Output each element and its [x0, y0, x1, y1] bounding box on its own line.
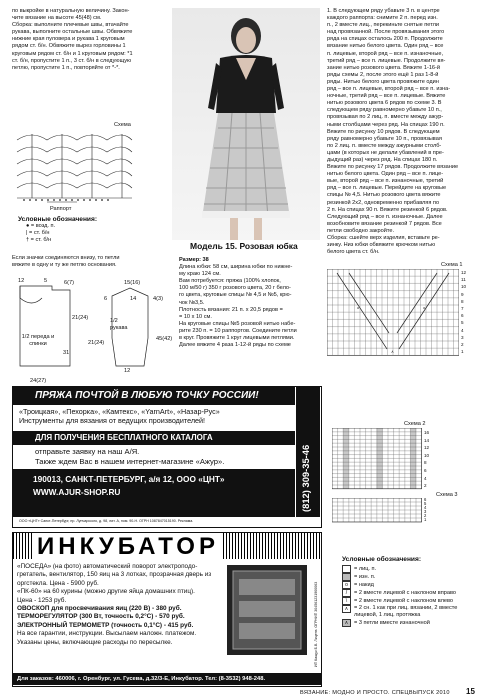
svg-text:∧: ∧	[391, 349, 394, 354]
ad-phone-bar	[296, 387, 320, 517]
pattern-label: 1/2 переда и спинки	[21, 334, 55, 348]
legend-item: | = ст. б/н	[26, 230, 50, 237]
pattern-number: 5	[44, 278, 48, 284]
legend-title: Условные обозначения:	[18, 216, 98, 223]
incubator-title-bar	[13, 533, 321, 559]
right-line: 2 п. На спицах 90 п. Вяжите резинкой 6 рядов.	[327, 206, 448, 213]
scheme2-rownums	[424, 429, 436, 490]
photo-caption: Модель 15. Розовая юбка	[190, 241, 298, 251]
ad-address: 190013, САНКТ-ПЕТЕРБУРГ, а/я 12, ООО «ЦНТ»	[33, 474, 225, 484]
pattern-number: 4(3)	[153, 296, 163, 302]
right-line: Сборка: сшейте верх изделия, вставьте ре-	[327, 235, 440, 241]
incubator-text	[17, 563, 225, 647]
legend-row	[342, 619, 492, 627]
pattern-number: 45(42)	[156, 336, 173, 342]
right-line: Вяжите по рисунку 10 рядов. В следующем	[327, 128, 440, 135]
k2tog-left-icon: \	[342, 597, 351, 605]
left-legend	[18, 216, 168, 244]
size-label: Размер: 38	[179, 257, 209, 263]
right-line: третий ряд – все п. лицевые. Продолжите вя-	[327, 57, 446, 64]
incubator-line: ЭЛЕКТРОННЫЙ ТЕРМОМЕТР (точность 0,1°С) - 415 руб.	[17, 621, 194, 629]
row-number: 12	[424, 445, 430, 451]
yarn-mail-ad	[12, 386, 322, 528]
page-number: 15	[466, 687, 475, 696]
row-number: 9	[461, 291, 464, 297]
row-number: 6	[424, 467, 427, 473]
pattern-number: 14	[130, 296, 137, 302]
center-text	[179, 257, 329, 349]
right-line: ряды схемы 2, после этого ещё 1 раз 1-8-й	[327, 71, 439, 78]
scheme2-grid	[332, 428, 422, 490]
legend-title: Условные обозначения:	[342, 556, 422, 563]
row-number: 16	[424, 430, 430, 435]
incubator-line: «ПОСЕДА» (на фото) автоматический поворот электроподо-	[17, 563, 198, 570]
right-line: по 2 лиц. п. вместе между ажурными столб-	[327, 142, 442, 149]
incubator-photo	[227, 565, 307, 655]
center-line: Далее вяжите 4 раза 1-12-й ряды по схеме	[179, 342, 291, 349]
model-photo	[172, 8, 320, 240]
intro-line: по выкройке в натуральную величину. Закон-	[12, 8, 130, 14]
purl-stitch-icon	[342, 573, 351, 581]
ad-fineprint: ООО «ЦНТ» Санкт-Петербург, пр. Лунчарского, д. 98, лит. А, пом. 90-Н. ОГРН 1087847015190. Реклама.	[19, 519, 194, 523]
ad-catalog-title: ДЛЯ ПОЛУЧЕНИЯ БЕСПЛАТНОГО КАТАЛОГА	[35, 433, 213, 442]
assembly-line: Сборка: выполните плечевые швы, втачайте	[12, 22, 129, 29]
right-line: зинку. Низ юбки обвяжите крючком нитью	[327, 242, 436, 249]
row-number: 1	[424, 517, 427, 522]
row-number: 11	[461, 277, 466, 283]
row-number: 6	[424, 497, 427, 502]
crochet-chart	[12, 130, 137, 208]
right-line: ными столбцами через ряд. На спицах 190 п.	[327, 121, 445, 128]
row-number: 12	[461, 270, 467, 275]
assembly-line: рядом ст. б/н. Обвяжите вырез горловины 1	[12, 43, 126, 50]
incubator-ad	[12, 532, 322, 687]
right-line: резинкой 2х2, одновременно прибавляя по	[327, 199, 440, 206]
rapport-label: Раппорт	[50, 206, 72, 212]
svg-text:o: o	[423, 305, 426, 310]
pattern-number: 12	[124, 368, 131, 374]
row-number: 14	[424, 437, 430, 443]
hint-line: Если значки соединяются внизу, то петли	[12, 255, 120, 261]
incubator-line: гретатель, вентилятор, 150 яиц на 3 лотках, прозрачная дверь из	[17, 571, 212, 579]
incubator-line: Цена - 1253 руб.	[17, 596, 67, 604]
pattern-number: 21(24)	[72, 315, 89, 321]
row-number: 2	[461, 342, 464, 348]
intro-line: чите вязание на высоте 45(48) см.	[12, 15, 102, 22]
scheme2-label: Схема 2	[404, 421, 426, 427]
scheme-label: Схема	[114, 122, 131, 128]
row-number: 8	[461, 298, 464, 304]
legend-row	[342, 605, 492, 619]
yarn-over-icon: o	[342, 581, 351, 589]
center-line: Плотность вязания: 21 п. х 20,5 рядов =	[179, 306, 283, 313]
right-line: провязывая по 2 лиц. п. вместе между ажур-	[327, 114, 444, 121]
legend-item: ● = возд. п.	[26, 223, 56, 230]
right-line: 1. В следующем ряду убавьте 3 п. в центре	[327, 8, 440, 14]
right-line: цами (в которых не делали убавлений в пре-	[327, 149, 444, 156]
right-line: над провязанной. После провязывания этого	[327, 29, 445, 36]
ad-catalog-line: Также ждем Вас в нашем интернет-магазине «Ажур».	[35, 457, 225, 466]
crochet-scheme	[12, 122, 167, 214]
legend-text: = 3 петли вместе изнаночной	[354, 620, 430, 626]
ad-phone: (812) 309-35-46	[300, 444, 311, 512]
incubator-line: На все гарантии, инструкции. Высылаем наложн. платежом.	[17, 630, 197, 638]
assembly-line: петлю, пропустите 1 п., повторяйте от *-*.	[12, 64, 120, 71]
right-line: зание нитью розового цвета. Вяжите 1-16-й	[327, 64, 441, 71]
center-line: Вам потребуется: пряжа (100% хлопок,	[179, 278, 281, 285]
row-number: 6	[461, 313, 464, 319]
incubator-order: Для заказов: 460006, г. Оренбург, ул. Гусева, д.32/3-Е, Инкубатор. Тел: (8-3532) 948-248.	[13, 673, 321, 685]
legend-text: = 2 сн. 1 как при лиц. вязании, 2 вместе лицевой, 1 лиц. протяжка	[354, 605, 458, 618]
legend-text: = накид	[354, 582, 374, 588]
ad-headline-bar	[13, 387, 295, 405]
pattern-number: 15(16)	[124, 280, 141, 286]
pattern-number: 6(7)	[64, 280, 74, 286]
incubator-title: ИНКУБАТОР	[33, 533, 223, 561]
legend-text: = 2 вместе лицевой с наклоном влево	[354, 598, 453, 604]
legend-row	[342, 581, 492, 589]
center-line: го цвета, круговые спицы № 4,5 и №5, крю-	[179, 292, 292, 299]
ad-website[interactable]: WWW.AJUR-SHOP.RU	[33, 487, 121, 497]
legend-item: † = ст. б/н	[26, 237, 52, 244]
right-line: петли свободно закройте.	[327, 227, 394, 234]
center-line: чок №3,5.	[179, 299, 205, 306]
legend-row	[342, 589, 492, 597]
double-decrease-icon: ∧	[342, 605, 351, 613]
center-line: в круг. Провяжите 1 круг лицевыми петлями.	[179, 335, 295, 342]
purl3tog-icon: ∧	[342, 619, 351, 627]
incubator-line: Указаны цены, включающие расходы по пересылке.	[17, 638, 173, 646]
assembly-line: рукава, выполните остальные швы. Обвяжите	[12, 29, 133, 36]
row-number: 10	[424, 452, 430, 458]
assembly-line: ст. б/н, пропустите 1 п., 3 ст. б/н в следующую	[12, 57, 132, 64]
hint-line: вяжите в одну и ту же петлю основания.	[12, 262, 117, 269]
incubator-line: «ПК-60» на 60 курины (можно другие яйца домашних птиц).	[17, 588, 195, 596]
right-line: нитью белого цвета. Один ряд – все п. лице-	[327, 171, 444, 178]
right-line: п. лицевые, второй ряд – все п. изнаночные,	[327, 50, 444, 57]
right-line: вые, второй ряд – все п. изнаночные, третий	[327, 178, 444, 185]
right-line: ночные, третий ряд – все п. лицевые. Вяжите	[327, 93, 446, 100]
row-number: 4	[424, 475, 427, 481]
right-legend	[342, 556, 492, 627]
center-line: 100 м/50 г) 350 г розового цвета, 20 г бело-	[179, 285, 291, 292]
left-hint	[12, 255, 167, 269]
center-line: му краю 124 см.	[179, 271, 221, 278]
legend-text: = лиц. п.	[354, 566, 377, 572]
row-number: 4	[461, 327, 464, 333]
ad-catalog-line: отправьте заявку на наш А/Я.	[35, 447, 140, 456]
right-line: каждого раппорта: снимите 2 п. перед изн.	[327, 15, 438, 22]
row-number: 1	[461, 349, 464, 355]
right-line: ряд – все п. лицевые. Перейдите на круговые	[327, 185, 447, 192]
right-line: нитью розового цвета 6 рядов по схеме 3. В	[327, 100, 442, 107]
scheme1-rownums	[461, 269, 473, 355]
row-number: 5	[424, 501, 427, 506]
right-line: Следующий ряд – все п. изнаночные. Далее	[327, 213, 443, 220]
legend-row	[342, 573, 492, 581]
right-line: белого цвета ст. б/н.	[327, 249, 380, 256]
center-line: = 10 х 10 см.	[179, 313, 212, 320]
row-number: 7	[461, 306, 464, 312]
footer-text: ВЯЗАНИЕ: МОДНО И ПРОСТО. СПЕЦВЫПУСК 2010	[300, 690, 450, 696]
row-number: 2	[424, 513, 427, 518]
pattern-number: 24(27)	[30, 378, 47, 384]
svg-text:o: o	[357, 305, 360, 310]
ad-brands-block	[19, 407, 295, 425]
right-line: спицы № 4,5. Нитью розового цвета вяжите	[327, 192, 441, 199]
ad-sub: Инструменты для вязания от ведущих производителей!	[19, 416, 206, 425]
pattern-number: 12	[18, 278, 25, 284]
row-number: 5	[461, 320, 464, 326]
right-line: возобновите вязание резинкой 7 рядов. Все	[327, 220, 442, 227]
ad-catalog-bar	[13, 431, 295, 445]
right-line: следующем ряду равномерно убавьте 10 п.,	[327, 107, 442, 114]
pattern-number: 21(24)	[88, 340, 105, 346]
legend-row	[342, 597, 492, 605]
legend-text: = изн. п.	[354, 574, 376, 580]
center-line: рите 230 п. = 10 раппортов. Соедините петли	[179, 327, 297, 334]
scheme1-grid	[327, 269, 459, 357]
right-text	[327, 8, 489, 256]
right-line: Вяжите по рисунку 17 рядов. Продолжите вязание	[327, 164, 459, 171]
pattern-number: 6	[104, 296, 108, 302]
assembly-line: нижние края пуловера и рукава 1 круговым	[12, 36, 125, 43]
right-line: ряду равномерно убавьте 10 п., провязывая	[327, 135, 442, 142]
knit-stitch-icon	[342, 565, 351, 573]
scheme3-grid	[332, 498, 422, 524]
pattern-label: 1/2 рукава	[110, 318, 128, 332]
ad-catalog-text	[35, 447, 295, 467]
row-number: 10	[461, 284, 467, 290]
right-line: ряды. Нитью белого цвета провяжите один	[327, 78, 439, 85]
scheme3-rownums	[424, 498, 436, 522]
right-line: ряда на спицах осталось 200 п. Продолжите	[327, 36, 443, 43]
row-number: 4	[424, 505, 427, 510]
row-number: 8	[424, 460, 427, 466]
ad-brands: «Троицкая», «Пехорка», «Камтекс», «YarnArt», «Назар-Рус»	[19, 407, 220, 416]
assembly-line: круговым рядом ст. б/н и 1 круговым рядом: *1	[12, 50, 133, 57]
row-number: 3	[424, 509, 427, 514]
pattern-number: 31	[63, 350, 70, 356]
right-line: дыдущий раз) через ряд. На спицах 180 п.	[327, 156, 438, 163]
center-line: На круговые спицы №5 розовой нитью набе-	[179, 320, 296, 327]
right-line: п., 2 вместе лиц., перекиньте снятые петли	[327, 22, 440, 29]
row-number: 3	[461, 334, 464, 340]
incubator-side-text: ИП Кащук Б.В. Лиценз. ОГРНИП 304561231900063	[314, 581, 318, 667]
legend-text: = 2 вместе лицевой с наклоном вправо	[354, 590, 456, 596]
right-line: вязание нитью белого цвета. Один ряд – все	[327, 43, 444, 50]
sewing-pattern	[12, 278, 172, 376]
ad-headline: ПРЯЖА ПОЧТОЙ В ЛЮБУЮ ТОЧКУ РОССИИ!	[35, 390, 259, 401]
incubator-line: оргстекла. Цена - 5900 руб.	[17, 579, 99, 587]
right-line: ряд – все п. лицевые, второй ряд – все п. изна-	[327, 86, 451, 93]
incubator-line: ТЕРМОРЕГУЛЯТОР (300 Вт, точность 0,2°С) - 570 руб.	[17, 613, 185, 621]
k2tog-right-icon: /	[342, 589, 351, 597]
ad-address-bar	[13, 469, 295, 517]
left-intro	[12, 8, 164, 72]
scheme3-label: Схема 3	[436, 492, 458, 498]
legend-row	[342, 565, 492, 573]
scheme1-label: Схема 1	[441, 262, 463, 268]
row-number: 2	[424, 483, 427, 489]
center-line: Длина юбки: 58 см, ширина юбки по нижне-	[179, 264, 293, 271]
incubator-line: ОВОСКОП для просвечивания яиц (220 В) - 380 руб.	[17, 605, 182, 613]
